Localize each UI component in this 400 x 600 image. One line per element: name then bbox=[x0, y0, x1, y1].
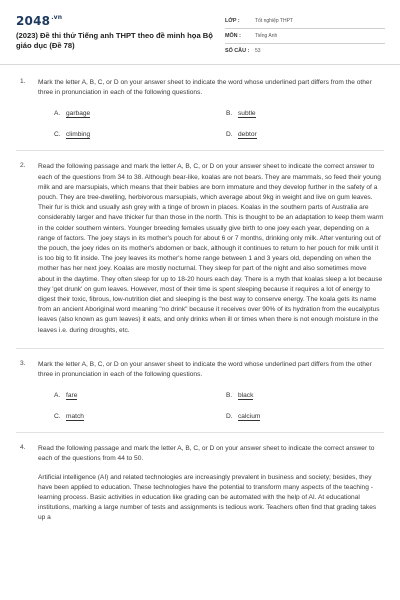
meta-key: SỐ CÂU : bbox=[225, 48, 250, 54]
question-prompt: Read the following passage and mark the letter A, B, C, or D on your answer sheet to indicate the correct answer to each of the questions from 44 to 50. bbox=[38, 445, 375, 463]
answer-options bbox=[38, 392, 384, 420]
question-1 bbox=[16, 78, 384, 138]
question-divider bbox=[16, 348, 384, 349]
option-d[interactable]: D. debtor bbox=[226, 131, 257, 139]
reading-passage: Artificial intelligence (AI) and related technologies are increasingly prevalent in business and society; besides, they have been applied to education. These technologies have the potential to transform many aspects of the teaching - learning process. Basic activities in education like grading can be automated with the help of AI. At educational institutions, marking a large number of tests and assignments is tedious work. Teachers often find that grading takes up a bbox=[38, 473, 377, 522]
reading-passage: Although bear-like, koalas are not bears. They are mammals, so feed their young milk and are marsupials, which means that their babies are born immature and they develop further in the safety of a pouch. They are tree-dwelling, herbivorous marsupials, which average about 9kg in weight and live on gum leaves. Their fur is thick and usually ash grey with a tinge of brown in places. Koalas in the southern parts of Australia are considerably larger and have thicker fur than those in the north. This is thought to be an adaptation to keep them warm in the colder southern winters. Younger breeding females usually give birth to one joey each year, depending on a range of factors. The joey stays in its mother's pouch for about 6 or 7 months, drinking only milk. After venturing out of the pouch, the joey rides on its mother's abdomen or back, although it continues to return to her pouch for milk until it is too big to fit inside. The joey leaves its mother's home range between 1 and 3 years old, depending on when the mother has her next joey. Koalas are mostly nocturnal. They sleep for part of the night and also sometimes move about in the daytime. They often sleep for up to 18-20 hours each day. There is a myth that koalas sleep a lot because they 'get drunk' on gum leaves. However, most of their time is spent sleeping because it requires a lot of energy to digest their toxic, fibrous, low-nutrition diet and sleeping is the best way to conserve energy. The koala gets its name from an ancient Aboriginal word meaning "no drink" because it receives over 90% of its hydration from the eucalyptus leaves (also known as gum leaves) it eats, and only drinks when ill or times when there is not enough moisture in the leaves i.e. during droughts, etc. bbox=[38, 173, 384, 334]
exam-meta-box bbox=[225, 14, 385, 58]
meta-value: 53 bbox=[255, 48, 261, 54]
question-prompt: Mark the letter A, B, C, or D on your answer sheet to indicate the word whose underlined part differs from the other three in pronunciation in each of the following questions. bbox=[38, 360, 372, 379]
option-a[interactable]: A. fare bbox=[54, 392, 78, 400]
question-number: 1. bbox=[20, 78, 26, 85]
meta-key: MÔN : bbox=[225, 33, 241, 39]
document-header bbox=[0, 0, 400, 65]
question-number: 2. bbox=[20, 162, 26, 170]
question-4 bbox=[16, 444, 384, 523]
option-c[interactable]: C. climbing bbox=[54, 131, 91, 139]
question-list bbox=[0, 78, 400, 524]
question-divider bbox=[16, 432, 384, 433]
option-c[interactable]: C. match bbox=[54, 413, 84, 421]
option-a[interactable]: A. garbage bbox=[54, 110, 91, 118]
question-divider bbox=[16, 150, 384, 151]
meta-key: LỚP : bbox=[225, 18, 240, 24]
meta-row-subject bbox=[225, 29, 385, 44]
answer-options bbox=[38, 110, 384, 138]
page-title: (2023) Đề thi thử Tiếng anh THPT theo đề minh họa Bộ giáo dục (Đề 78) bbox=[16, 31, 213, 50]
option-b[interactable]: B. black bbox=[226, 392, 254, 400]
question-3 bbox=[16, 360, 384, 420]
option-b[interactable]: B. subtle bbox=[226, 110, 256, 118]
question-number: 3. bbox=[20, 359, 26, 367]
meta-row-class bbox=[225, 14, 385, 29]
meta-value: Tốt nghiệp THPT bbox=[255, 18, 293, 24]
question-2 bbox=[16, 162, 384, 335]
option-d[interactable]: D. calcium bbox=[226, 413, 261, 421]
meta-row-count bbox=[225, 44, 385, 58]
question-prompt: Mark the letter A, B, C, or D on your answer sheet to indicate the word whose underlined part differs from the other three in pronunciation in each of the following questions. bbox=[38, 79, 372, 97]
site-logo[interactable]: $2048^{.vn}$ bbox=[16, 14, 63, 28]
meta-value: Tiếng Anh bbox=[255, 33, 278, 39]
question-number: 4. bbox=[20, 444, 26, 452]
question-prompt: Read the following passage and mark the letter A, B, C, or D on your answer sheet to indicate the correct answer to each of the questions from 34 to 38. bbox=[38, 163, 375, 181]
